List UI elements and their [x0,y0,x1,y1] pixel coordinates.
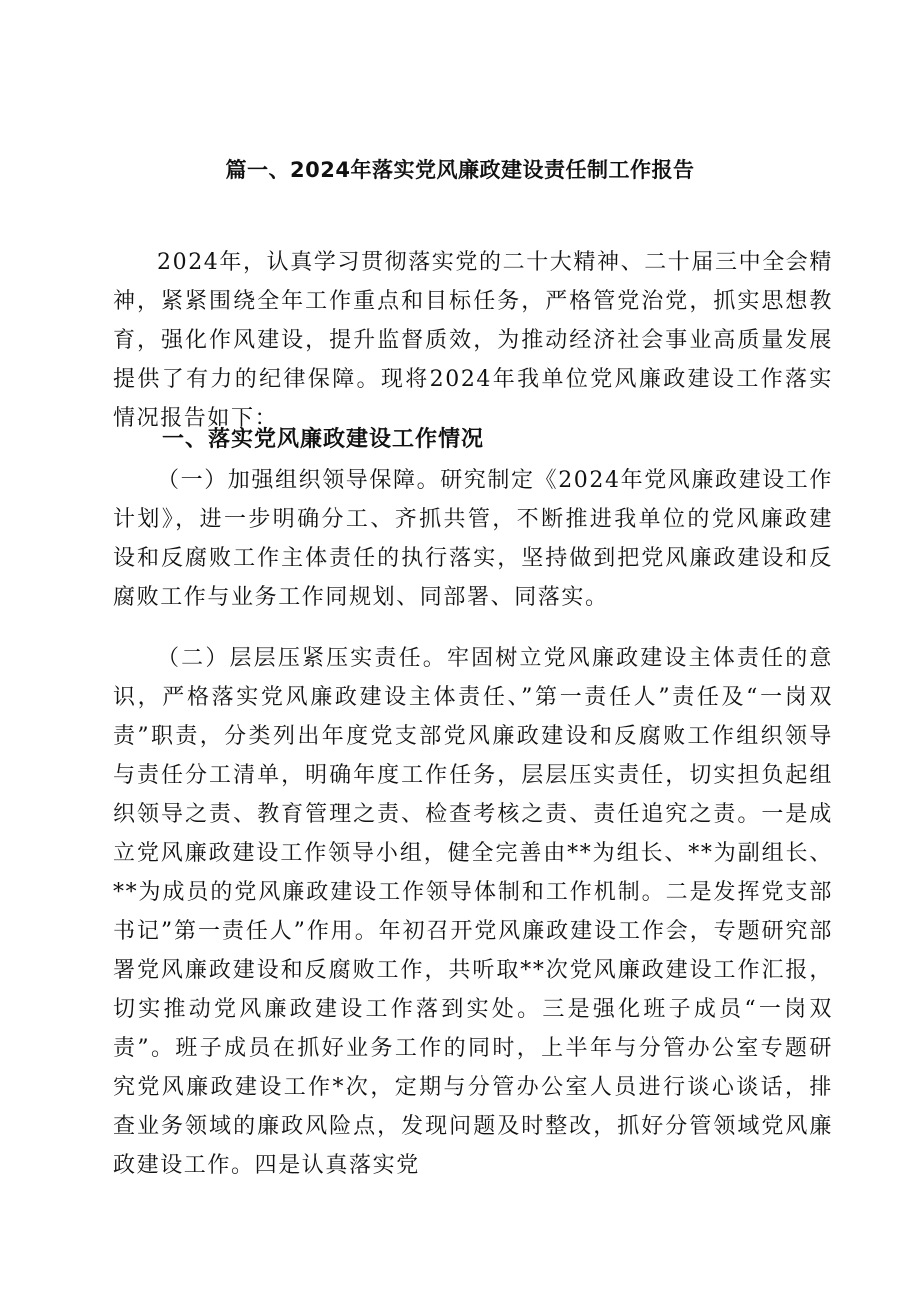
document-title: 篇一、2024年落实党风廉政建设责任制工作报告 [225,158,695,182]
intro-paragraph: 2024年，认真学习贯彻落实党的二十大精神、二十届三中全会精神，紧紧围绕全年工作重点和目标任务，严格管党治党，抓实思想教育，强化作风建设，提升监督质效，为推动经济社会事业高质量发展提供了有力的纪律保障。现将2024年我单位党风廉政建设工作落实情况报告如下： [113,250,833,431]
paragraph-responsibility: （二）层层压紧压实责任。牢固树立党风廉政建设主体责任的意识，严格落实党风廉政建设主体责任、”第一责任人”责任及“一岗双责”职责，分类列出年度党支部党风廉政建设和反腐败工作组织领导与责任分工清单，明确年度工作任务，层层压实责任，切实担负起组织领导之责、教育管理之责、检查考核之责、责任追究之责。一是成立党风廉政建设工作领导小组，健全完善由**为组长、**为副组长、**为成员的党风廉政建设工作领导体制和工作机制。二是发挥党支部书记”第一责任人”作用。年初召开党风廉政建设工作会，专题研究部署党风廉政建设和反腐败工作，共听取**次党风廉政建设工作汇报，切实推动党风廉政建设工作落到实处。三是强化班子成员“一岗双责”。班子成员在抓好业务工作的同时，上半年与分管办公室专题研究党风廉政建设工作*次，定期与分管办公室人员进行谈心谈话，排查业务领域的廉政风险点，发现问题及时整改，抓好分管领域党风廉政建设工作。四是认真落实党 [113,646,833,1178]
section-heading: 一、落实党风廉政建设工作情况 [162,427,485,452]
paragraph-organization-leadership: （一）加强组织领导保障。研究制定《2024年党风廉政建设工作计划》，进一步明确分工、齐抓共管，不断推进我单位的党风廉政建设和反腐败工作主体责任的执行落实，坚持做到把党风廉政建设和反腐败工作与业务工作同规划、同部署、同落实。 [113,468,833,610]
